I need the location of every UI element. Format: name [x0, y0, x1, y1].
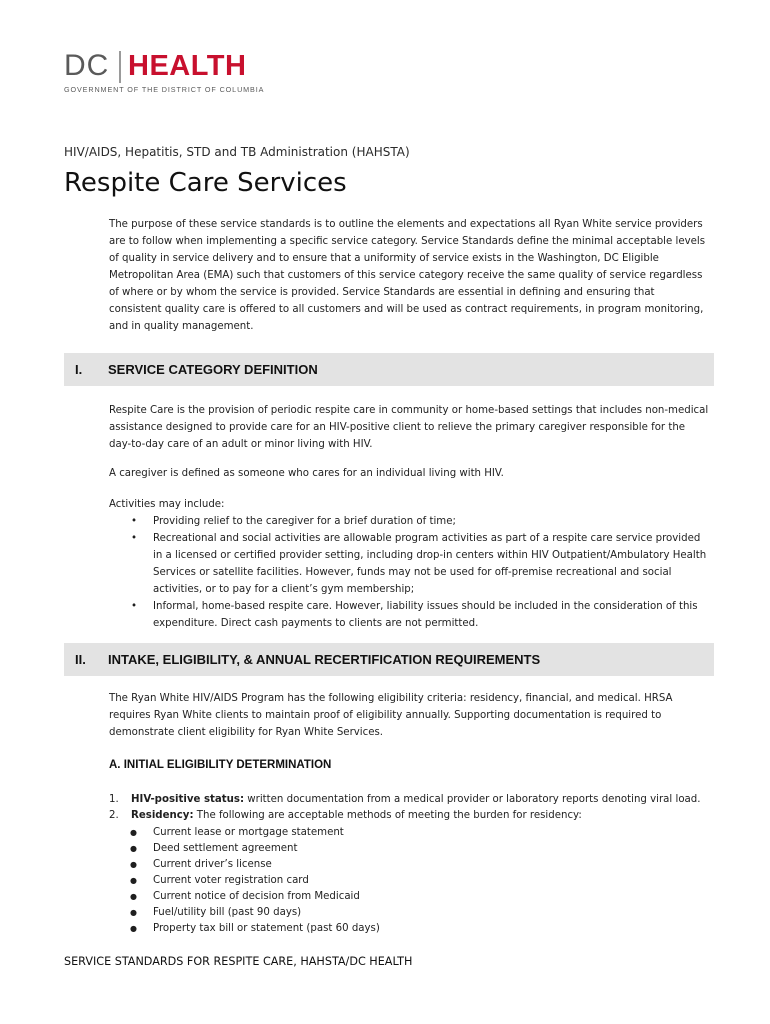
- item-number: 1.: [109, 794, 119, 805]
- item-number: 2.: [109, 810, 119, 821]
- section-1-title: SERVICE CATEGORY DEFINITION: [108, 362, 318, 377]
- list-item: ● Current voter registration card: [109, 873, 709, 889]
- list-item: ● Property tax bill or statement (past 60 days): [109, 921, 709, 937]
- list-item: ● Current lease or mortgage statement: [109, 825, 709, 841]
- dc-health-logo: [64, 49, 274, 95]
- numbered-item-1: [109, 792, 709, 808]
- section-1-header: [64, 353, 714, 386]
- residency-methods-list: [109, 825, 709, 937]
- list-item: ● Fuel/utility bill (past 90 days): [109, 905, 709, 921]
- section-2-header: [64, 643, 714, 676]
- list-item: ● Current notice of decision from Medicaid: [109, 889, 709, 905]
- caregiver-definition-paragraph: A caregiver is defined as someone who cares for an individual living with HIV.: [109, 468, 504, 479]
- logo-health-text: HEALTH: [128, 50, 247, 82]
- list-item: ● Deed settlement agreement: [109, 841, 709, 857]
- logo-dc-text: DC: [64, 49, 110, 82]
- section-2-number: II.: [75, 652, 86, 667]
- activities-list: [109, 513, 709, 632]
- logo-divider: [119, 51, 121, 83]
- activities-block: [109, 496, 709, 632]
- intro-paragraph: The purpose of these service standards is to outline the elements and expectations all Ryan White service providers are to follow when implementing a specific service category. Service Standards define the minimal acceptable levels of quality in service delivery and to ensure that a uniformity of service exists in the Washington, DC Eligible Metropolitan Area (EMA) such that customers of this service category receive the same quality of service regardless of where or by whom the service is provided. Service Standards are essential in defining and ensuring that consistent quality care is offered to all customers and will be used as contract requirements, in program monitoring, and in quality management.: [109, 219, 706, 332]
- logo-government-text: GOVERNMENT OF THE DISTRICT OF COLUMBIA: [64, 85, 265, 94]
- list-item: • Recreational and social activities are allowable program activities as part of a respite care service provided in a licensed or certified provider setting, including drop-in centers within HIV Outpatient/Ambulatory Health Services or satellite facilities. However, funds may not be used for off-premise recreational and social activities, or to pay for a client’s gym membership;: [109, 530, 709, 598]
- section-2-title: INTAKE, ELIGIBILITY, & ANNUAL RECERTIFICATION REQUIREMENTS: [108, 652, 541, 667]
- activities-intro: Activities may include:: [109, 499, 225, 510]
- item-label: Residency:: [131, 810, 194, 821]
- eligibility-intro-paragraph: The Ryan White HIV/AIDS Program has the following eligibility criteria: residency, financial, and medical. HRSA requires Ryan White clients to maintain proof of eligibility annually. Supporting documentation is required to demonstrate client eligibility for Ryan White Services.: [109, 693, 673, 738]
- item-text: written documentation from a medical provider or laboratory reports denoting viral load.: [244, 794, 701, 805]
- section-1-number: I.: [75, 362, 83, 377]
- service-definition-paragraph: Respite Care is the provision of periodic respite care in community or home-based settings that includes non-medical assistance designed to provide care for an HIV-positive client to relieve the primary caregiver responsible for the day-to-day care of an adult or minor living with HIV.: [109, 405, 709, 450]
- item-label: HIV-positive status:: [131, 794, 245, 805]
- page-title: Respite Care Services: [64, 168, 347, 198]
- eligibility-numbered-list: [109, 792, 709, 937]
- page-footer: SERVICE STANDARDS FOR RESPITE CARE, HAHSTA/DC HEALTH: [64, 955, 413, 968]
- list-item: ● Current driver’s license: [109, 857, 709, 873]
- numbered-item-2: [109, 808, 709, 824]
- item-text: The following are acceptable methods of meeting the burden for residency:: [193, 810, 582, 821]
- initial-eligibility-heading: A. INITIAL ELIGIBILITY DETERMINATION: [109, 759, 332, 771]
- list-item: • Providing relief to the caregiver for a brief duration of time;: [109, 513, 709, 530]
- administration-name: HIV/AIDS, Hepatitis, STD and TB Administration (HAHSTA): [64, 145, 410, 159]
- list-item: • Informal, home-based respite care. However, liability issues should be included in the consideration of this expenditure. Direct cash payments to clients are not permitted.: [109, 598, 709, 632]
